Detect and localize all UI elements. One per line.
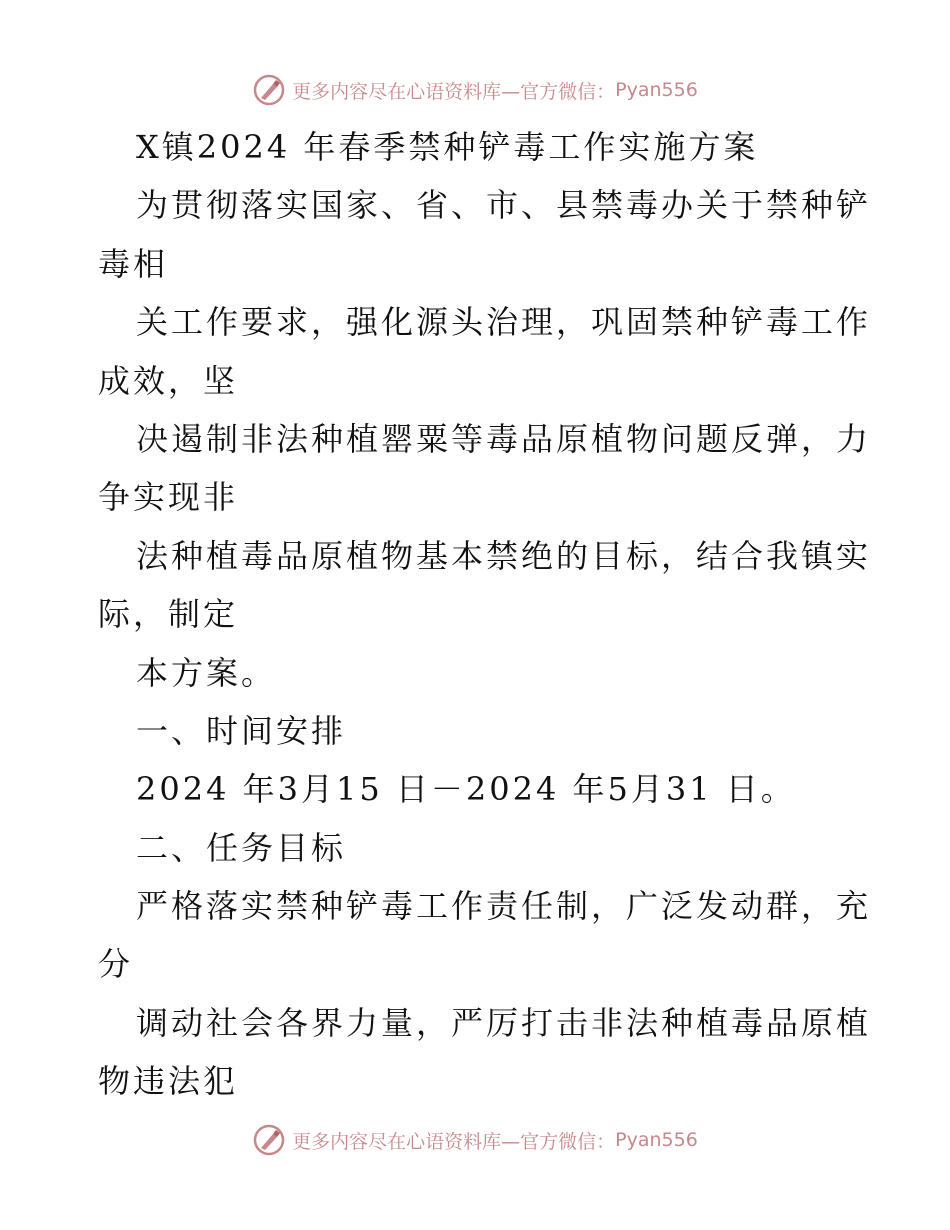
text-line: 际，制定 [98, 595, 239, 634]
footer-watermark [0, 1122, 950, 1158]
text-line: 本方案。 [136, 653, 277, 692]
text-line: 毒相 [98, 244, 169, 283]
document-title: X镇2024 年春季禁种铲毒工作实施方案 [136, 128, 759, 166]
text-line: 争实现非 [98, 478, 239, 517]
watermark-text: 更多内容尽在心语资料库—官方微信： [292, 80, 616, 103]
header-watermark [0, 72, 950, 108]
section-heading-goals: 二、任务目标 [136, 828, 347, 867]
watermark-handle: Pyan556 [615, 1129, 698, 1151]
text-line: 法种植毒品原植物基本禁绝的目标，结合我镇实 [136, 536, 872, 575]
text-line: 关工作要求，强化源头治理，巩固禁种铲毒工作 [136, 303, 872, 342]
pen-logo-icon [252, 73, 286, 107]
text-line: 调动社会各界力量，严厉打击非法种植毒品原植 [136, 1003, 872, 1042]
section-heading-schedule: 一、时间安排 [136, 711, 347, 750]
schedule-dates: 2024 年3月15 日－2024 年5月31 日。 [136, 770, 796, 809]
watermark-text: 更多内容尽在心语资料库—官方微信： [292, 1130, 616, 1153]
text-line: 决遏制非法种植罂粟等毒品原植物问题反弹，力 [136, 419, 872, 458]
watermark-handle: Pyan556 [615, 79, 698, 101]
pen-logo-icon [252, 1123, 286, 1157]
text-line: 成效，坚 [98, 361, 239, 400]
text-line: 物违法犯 [98, 1062, 239, 1101]
text-line: 为贯彻落实国家、省、市、县禁毒办关于禁种铲 [136, 186, 872, 225]
text-line: 严格落实禁种铲毒工作责任制，广泛发动群，充 [136, 887, 872, 926]
document-body [98, 118, 872, 1111]
text-line: 分 [98, 945, 134, 984]
